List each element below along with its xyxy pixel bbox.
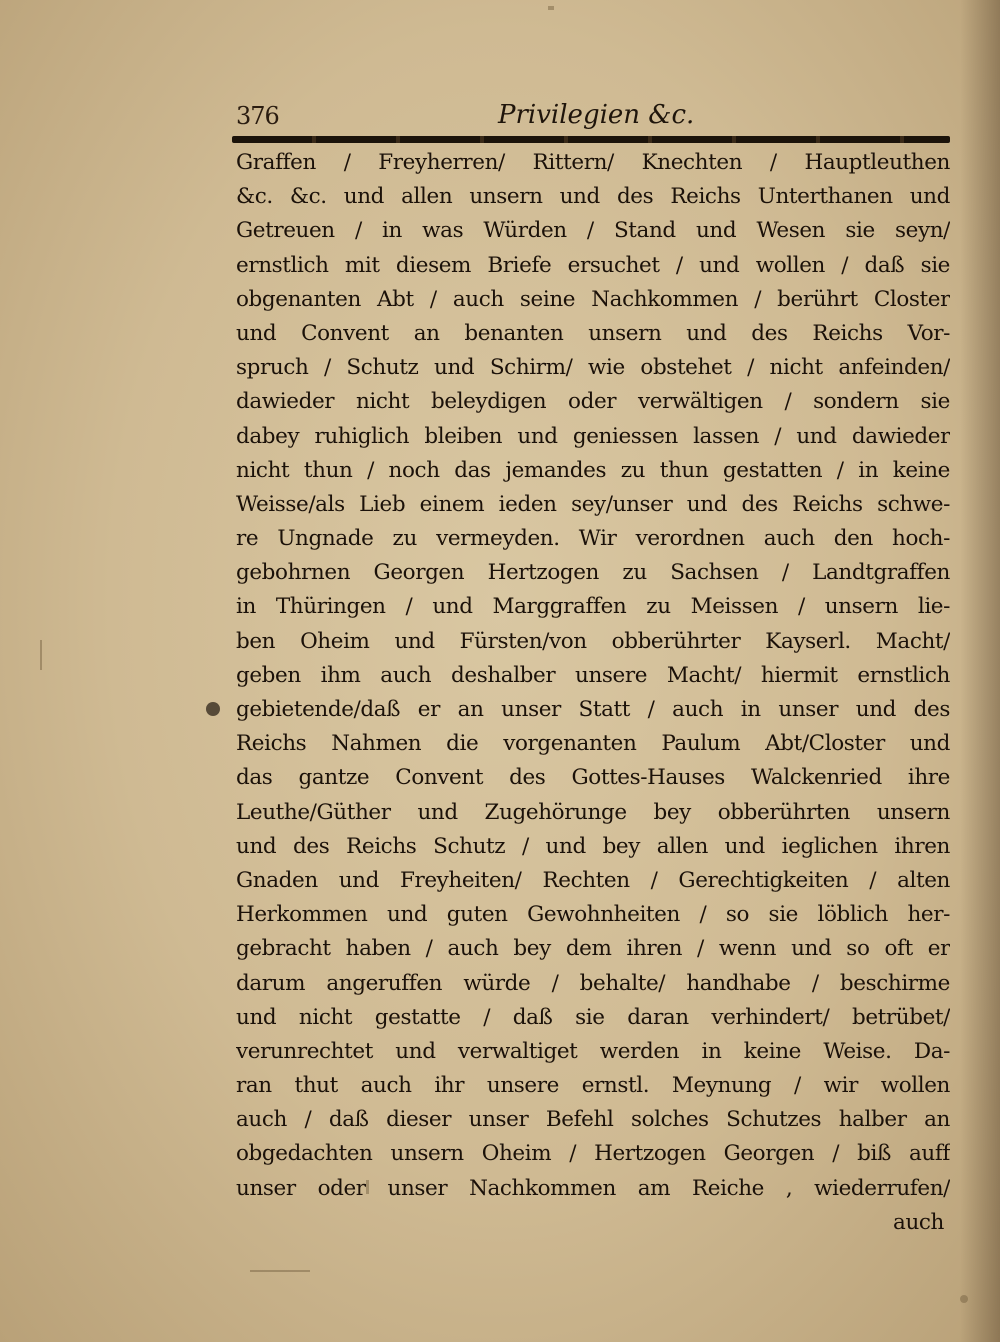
text-line: geben ihm auch deshalber unsere Macht/ hiermit ernstlich (236, 662, 950, 688)
text-line: das gantze Convent des Gottes-Hauses Walckenried ihre (236, 765, 950, 791)
text-line: in Thüringen / und Marggraffen zu Meissen / unsern lie- (236, 594, 950, 620)
text-line: gebietende/daß er an unser Statt / auch in unser und des (236, 697, 950, 722)
running-title: Privilegien &c. (498, 100, 695, 130)
paper-speck (40, 640, 42, 670)
catchword: auch (893, 1209, 944, 1235)
text-line: gebohrnen Georgen Hertzogen zu Sachsen / Landtgraffen (236, 560, 950, 586)
text-line: und Convent an benanten unsern und des Reichs Vor- (236, 320, 950, 346)
text-line: ran thut auch ihr unsere ernstl. Meynung / wir wollen (236, 1073, 950, 1099)
text-line: &c. &c. und allen unsern und des Reichs Unterthanen und (236, 184, 950, 210)
text-line: ben Oheim und Fürsten/von obberührter Kayserl. Macht/ (236, 628, 950, 654)
body-text (236, 146, 950, 1240)
text-line: darum angeruffen würde / behalte/ handhabe / beschirme (236, 970, 950, 996)
header-rule (232, 136, 950, 143)
paper-speck (960, 1295, 968, 1303)
text-line: verunrechtet und verwaltiget werden in keine Weise. Da- (236, 1038, 950, 1064)
text-line: und des Reichs Schutz / und bey allen und ieglichen ihren (236, 833, 950, 859)
page-edge-shadow (960, 0, 1000, 1342)
text-line: Reichs Nahmen die vorgenanten Paulum Abt/Closter und (236, 731, 950, 757)
text-line: Herkommen und guten Gewohnheiten / so sie löblich her- (236, 902, 950, 928)
text-line: re Ungnade zu vermeyden. Wir verordnen auch den hoch- (236, 526, 950, 552)
page-number: 376 (236, 102, 279, 130)
text-line: Graffen / Freyherren/ Rittern/ Knechten / Hauptleuthen (236, 150, 950, 175)
text-line: Leuthe/Güther und Zugehörunge bey obberührten unsern (236, 799, 950, 825)
page-header (232, 98, 952, 138)
paper-speck (548, 6, 554, 10)
text-line: und nicht gestatte / daß sie daran verhindert/ betrübet/ (236, 1004, 950, 1030)
paper-speck (366, 1180, 369, 1194)
text-line: auch / daß dieser unser Befehl solches Schutzes halber an (236, 1107, 950, 1133)
text-line: gebracht haben / auch bey dem ihren / wenn und so oft er (236, 936, 950, 962)
paper-speck (250, 1270, 310, 1272)
text-line: obgedachten unsern Oheim / Hertzogen Georgen / biß auff (236, 1141, 950, 1167)
text-line: dabey ruhiglich bleiben und geniessen lassen / und dawieder (236, 423, 950, 449)
text-line: dawieder nicht beleydigen oder verwältigen / sondern sie (236, 389, 950, 415)
text-line: Getreuen / in was Würden / Stand und Wesen sie seyn/ (236, 218, 950, 244)
text-line: Gnaden und Freyheiten/ Rechten / Gerechtigkeiten / alten (236, 867, 950, 893)
text-line: unser oder unser Nachkommen am Reiche , wiederrufen/ (236, 1175, 950, 1201)
ink-blot (206, 702, 220, 716)
text-line: obgenanten Abt / auch seine Nachkommen / berührt Closter (236, 286, 950, 312)
text-line: nicht thun / noch das jemandes zu thun gestatten / in keine (236, 457, 950, 483)
text-line: spruch / Schutz und Schirm/ wie obstehet / nicht anfeinden/ (236, 355, 950, 381)
text-line: Weisse/als Lieb einem ieden sey/unser und des Reichs schwe- (236, 491, 950, 517)
text-line: ernstlich mit diesem Briefe ersuchet / und wollen / daß sie (236, 252, 950, 278)
